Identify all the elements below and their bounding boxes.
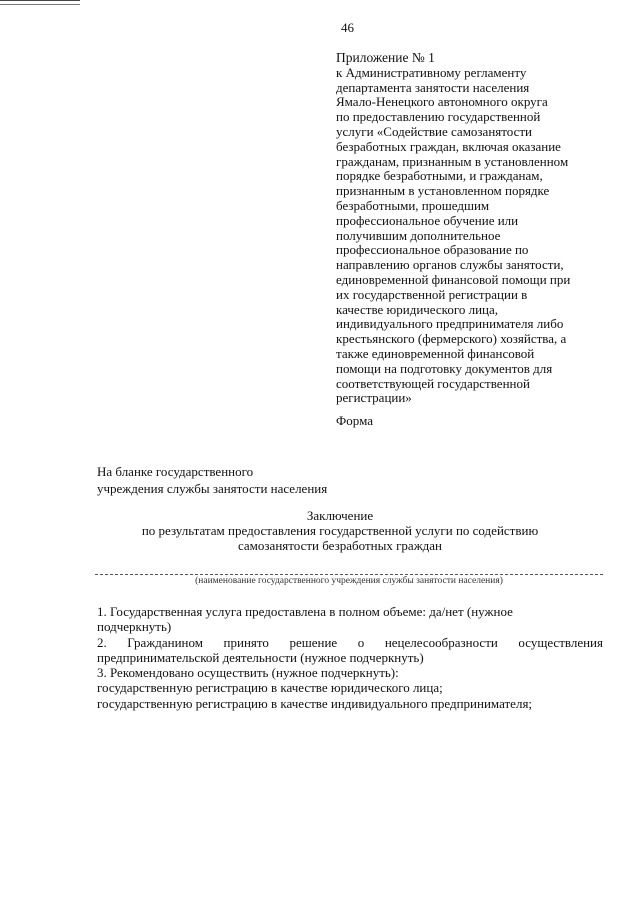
appendix-block bbox=[336, 51, 621, 406]
appendix-line: помощи на подготовку документов для bbox=[336, 360, 553, 376]
appendix-line: индивидуального предпринимателя либо bbox=[336, 316, 564, 332]
appendix-line: безработных граждан, включая оказание bbox=[336, 138, 561, 154]
appendix-line: качестве юридического лица, bbox=[336, 301, 499, 317]
page-number: 46 bbox=[341, 20, 354, 35]
institution-name-caption: (наименование государственного учреждения службы занятости населения) bbox=[195, 576, 503, 586]
letterhead-note bbox=[97, 463, 327, 497]
conclusion-subtitle-line: самозанятости безработных граждан bbox=[237, 538, 443, 553]
appendix-line: по предоставлению государственной bbox=[336, 109, 541, 125]
appendix-line: порядке безработными, и гражданам, bbox=[336, 168, 543, 184]
appendix-line: соответствующей государственной bbox=[336, 375, 530, 391]
appendix-line: единовременной финансовой помощи при bbox=[336, 271, 571, 287]
appendix-title: Приложение № 1 bbox=[336, 50, 435, 65]
appendix-line: гражданам, признанным в установленном bbox=[336, 153, 569, 169]
appendix-line: также единовременной финансовой bbox=[336, 345, 535, 361]
appendix-line: получившим дополнительное bbox=[336, 227, 501, 243]
appendix-line: Ямало-Ненецкого автономного округа bbox=[336, 94, 548, 110]
item-1-line: 1. Государственная услуга предоставлена в полном объеме: да/нет (нужное bbox=[97, 604, 513, 619]
appendix-line: направлению органов службы занятости, bbox=[336, 257, 564, 273]
item-2-line: предпринимательской деятельности (нужное подчеркнуть) bbox=[97, 649, 424, 665]
appendix-line: профессиональное образование по bbox=[336, 242, 529, 258]
letterhead-line: учреждения службы занятости населения bbox=[97, 481, 328, 496]
item-3-option: государственную регистрацию в качестве индивидуального предпринимателя; bbox=[97, 695, 533, 711]
scan-corner-mark bbox=[0, 0, 80, 5]
form-label: Форма bbox=[336, 413, 373, 428]
appendix-line: департамента занятости населения bbox=[336, 79, 530, 95]
appendix-line: услуги «Содействие самозанятости bbox=[336, 123, 533, 139]
letterhead-line: На бланке государственного bbox=[97, 464, 254, 479]
appendix-line: крестьянского (фермерского) хозяйства, а bbox=[336, 331, 567, 347]
appendix-line: признанным в установленном порядке bbox=[336, 183, 550, 199]
item-3-option: государственную регистрацию в качестве юридического лица; bbox=[97, 680, 443, 696]
appendix-line: регистрации» bbox=[336, 390, 412, 406]
item-1-line: подчеркнуть) bbox=[97, 619, 172, 635]
appendix-line: к Административному регламенту bbox=[336, 64, 527, 80]
institution-name-fill-line bbox=[95, 574, 603, 575]
conclusion-items bbox=[97, 604, 603, 711]
appendix-line: безработными, прошедшим bbox=[336, 197, 490, 213]
appendix-line: их государственной регистрации в bbox=[336, 286, 528, 302]
appendix-line: профессиональное обучение или bbox=[336, 212, 519, 228]
conclusion-subtitle-line: по результатам предоставления государственной услуги по содействию bbox=[141, 523, 539, 538]
appendix-text bbox=[336, 66, 621, 406]
item-2-line: 2. Гражданином принято решение о нецелесообразности осуществления bbox=[97, 634, 603, 650]
item-3-line: 3. Рекомендовано осуществить (нужное подчеркнуть): bbox=[97, 665, 399, 681]
conclusion-title: Заключение bbox=[306, 508, 374, 523]
conclusion-heading bbox=[80, 508, 600, 553]
